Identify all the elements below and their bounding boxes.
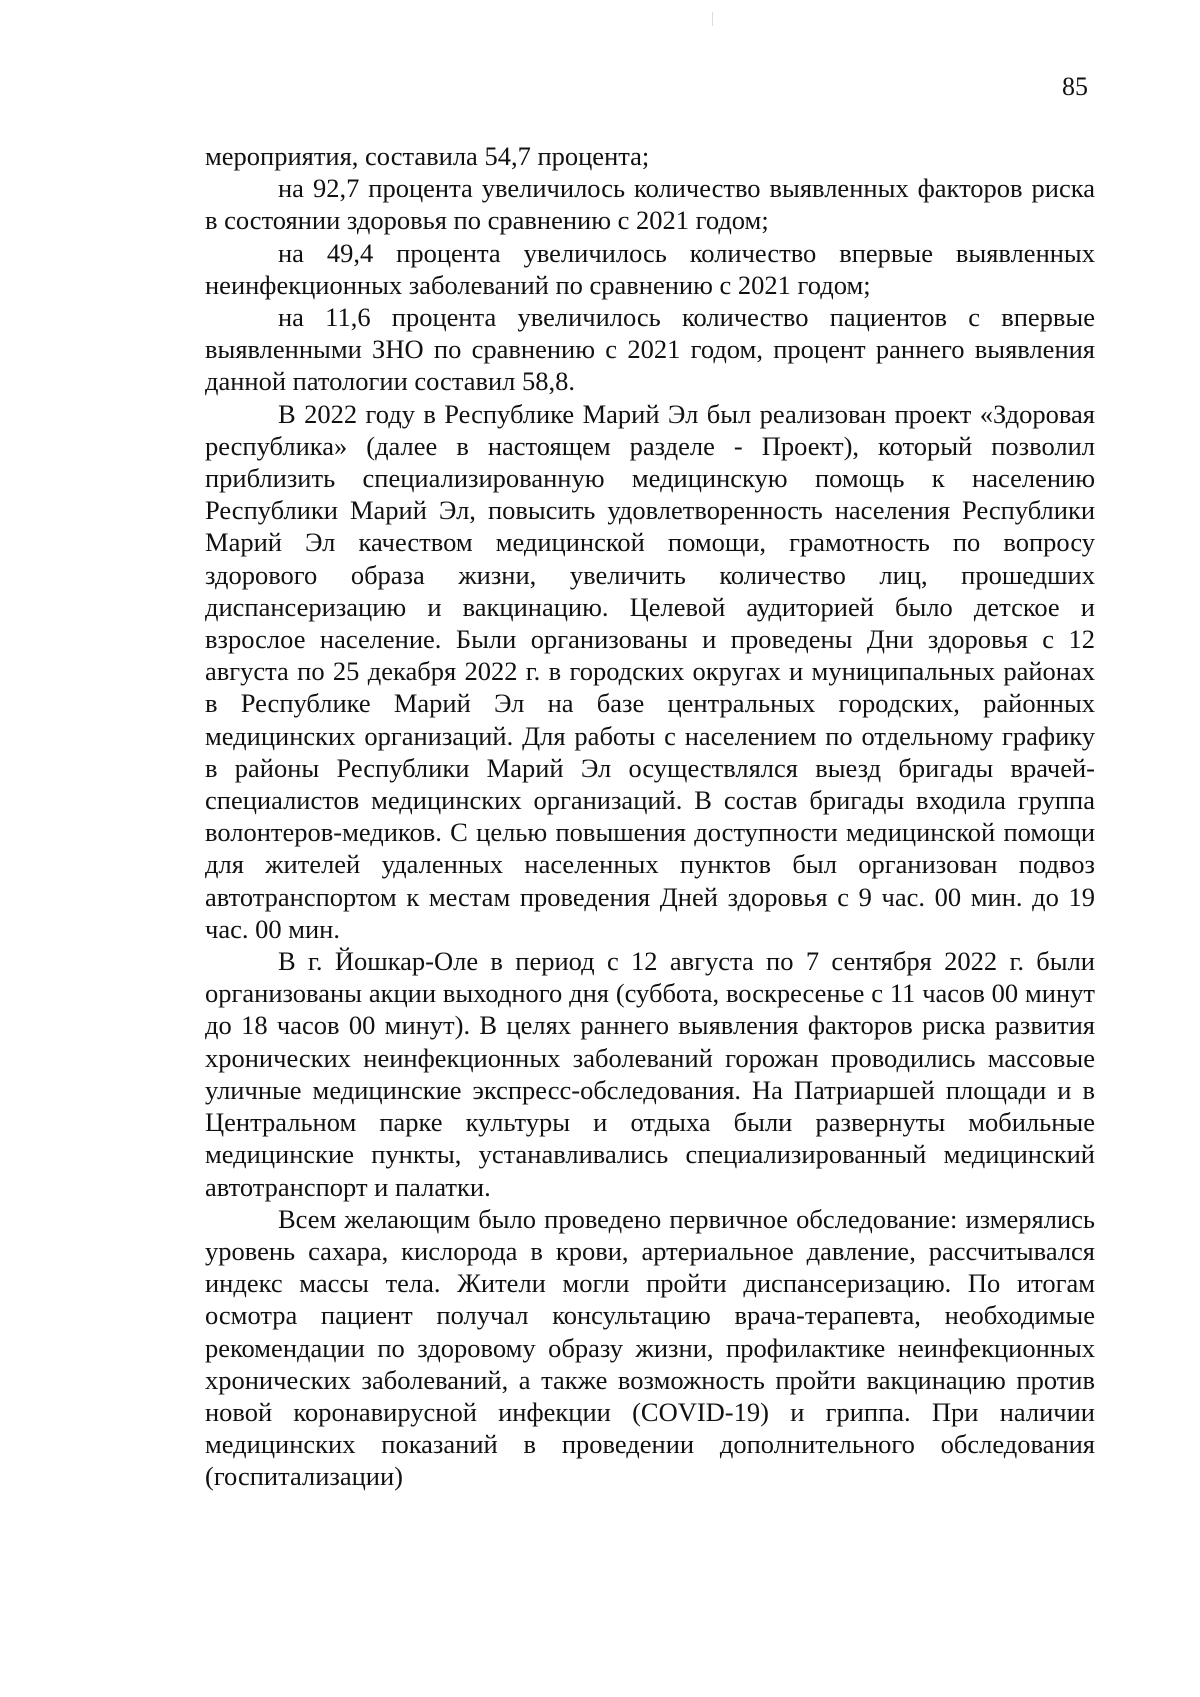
- paragraph: мероприятия, составила 54,7 процента;: [205, 141, 650, 171]
- paragraph: на 11,6 процента увеличилось количество пациентов с впервые выявленными ЗНО по сравнению с 2021 годом, процент раннего выявления данной патологии составил 58,8.: [205, 302, 1095, 397]
- paragraph: Всем желающим было проведено первичное обследование: измерялись уровень сахара, кислорода в крови, артериальное давление, рассчитывался индекс массы тела. Жители могли пройти диспансеризацию. По итогам осмотра пациент получал консультацию врача-терапевта, необходимые рекомендации по здоровому образу жизни, профилактике неинфекционных хронических заболеваний, а также возможность пройти вакцинацию против новой коронавирусной инфекции (COVID-19) и гриппа. При наличии медицинских показаний в проведении дополнительного обследования (госпитализации): [205, 1203, 1095, 1492]
- paragraph: на 49,4 процента увеличилось количество впервые выявленных неинфекционных заболеваний по сравнению с 2021 годом;: [205, 237, 1095, 300]
- paragraph: В 2022 году в Республике Марий Эл был реализован проект «Здоровая республика» (далее в настоящем разделе - Проект), который позволил приблизить специализированную медицинскую помощь к населению Республики Марий Эл, повысить удовлетворенность населения Республики Марий Эл качеством медицинской помощи, грамотность по вопросу здорового образа жизни, увеличить количество лиц, прошедших диспансеризацию и вакцинацию. Целевой аудиторией было детское и взрослое население. Были организованы и проведены Дни здоровья с 12 августа по 25 декабря 2022 г. в городских округах и муниципальных районах в Республике Марий Эл на базе центральных городских, районных медицинских организаций. Для работы с населением по отдельному графику в районы Республики Марий Эл осуществлялся выезд бригады врачей-специалистов медицинских организаций. В состав бригады входила группа волонтеров-медиков. С целью повышения доступности медицинской помощи для жителей удаленных населенных пунктов был организован подвоз автотранспортом к местам проведения Дней здоровья с 9 час. 00 мин. до 19 час. 00 мин.: [205, 398, 1095, 944]
- paragraph: В г. Йошкар-Оле в период с 12 августа по 7 сентября 2022 г. были организованы акции выходного дня (суббота, воскресенье с 11 часов 00 минут до 18 часов 00 минут). В целях раннего выявления факторов риска развития хронических неинфекционных заболеваний горожан проводились массовые уличные медицинские экспресс-обследования. На Патриаршей площади и в Центральном парке культуры и отдыха были развернуты мобильные медицинские пункты, устанавливались специализированный медицинский автотранспорт и палатки.: [205, 946, 1095, 1202]
- page-number: 85: [1062, 72, 1088, 101]
- body-text: [205, 140, 1095, 1493]
- paragraph: на 92,7 процента увеличилось количество выявленных факторов риска в состоянии здоровья по сравнению с 2021 годом;: [205, 173, 1095, 236]
- scan-artifact: [712, 12, 713, 26]
